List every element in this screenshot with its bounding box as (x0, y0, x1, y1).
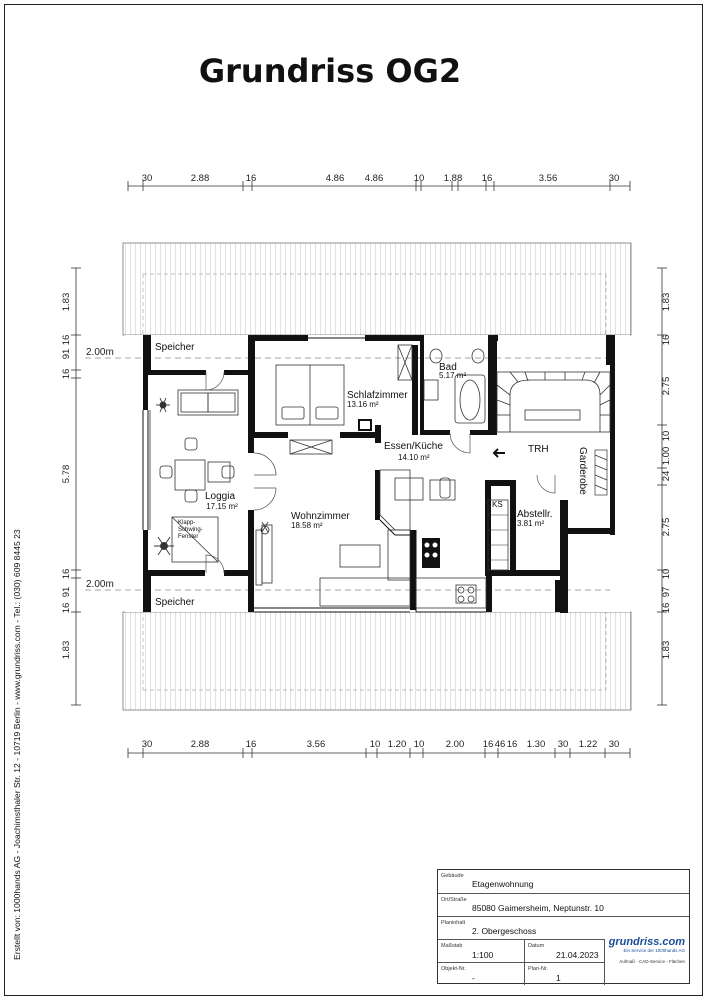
dim-top-0: 30 (141, 173, 153, 184)
page-title: Grundriss OG2 (198, 52, 462, 90)
room-name-trh: TRH (528, 444, 549, 455)
right-dimension-line (657, 268, 667, 705)
dim-bottom-7: 2.00 (445, 739, 465, 750)
room-name-abstellr: Abstellr. (517, 509, 553, 520)
dim-bottom-13: 1.22 (578, 739, 598, 750)
dim-right-1: 16 (661, 334, 672, 346)
value-ort: 85080 Gaimersheim, Neptunstr. 10 (472, 903, 604, 913)
room-name-bad: Bad (439, 362, 457, 373)
dim-right-2: 2.75 (661, 376, 672, 396)
value-datum: 21.04.2023 (556, 950, 599, 960)
dim-right-10: 1.83 (661, 640, 672, 660)
roof-bottom (123, 612, 631, 710)
room-name-schlafzimmer: Schlafzimmer (347, 390, 408, 401)
dim-left-5: 16 (61, 568, 72, 580)
dim-right-8: 97 (661, 586, 672, 598)
loggia-note-2: Fenster (178, 534, 199, 540)
dim-bottom-1: 2.88 (190, 739, 210, 750)
logo-brand: grundriss.com (608, 936, 685, 948)
value-plan: 1 (556, 973, 561, 983)
dim-top-7: 16 (481, 173, 493, 184)
room-name-speicher-top: Speicher (155, 342, 195, 353)
level-label-top: 2.00m (86, 347, 114, 358)
dim-top-8: 3.56 (538, 173, 558, 184)
dim-top-1: 2.88 (190, 173, 210, 184)
dim-bottom-11: 1.30 (526, 739, 546, 750)
dim-top-3: 4.86 (325, 173, 345, 184)
dim-bottom-12: 30 (557, 739, 569, 750)
label-objekt: Objekt-Nr. (441, 966, 466, 972)
dim-bottom-5: 1.20 (387, 739, 407, 750)
dim-right-9: 16 (661, 602, 672, 614)
dim-top-5: 10 (413, 173, 425, 184)
dim-bottom-4: 10 (369, 739, 381, 750)
label-gebaeude: Gebäude (441, 873, 464, 879)
left-dimension-line (71, 268, 81, 705)
dim-right-5: 24 (661, 470, 672, 482)
dim-left-7: 16 (61, 602, 72, 614)
dim-bottom-0: 30 (141, 739, 153, 750)
dim-left-1: 16 (61, 334, 72, 346)
dim-bottom-14: 30 (608, 739, 620, 750)
roof-top (123, 243, 631, 335)
room-name-wohnzimmer: Wohnzimmer (291, 511, 350, 522)
dim-right-0: 1.83 (661, 292, 672, 312)
room-area-schlafzimmer: 13.16 m² (347, 400, 379, 409)
room-name-loggia: Loggia (204, 491, 236, 502)
room-name-ks: KS (492, 500, 503, 509)
loggia-note-0: Klapp- (178, 520, 196, 526)
title-block (437, 869, 690, 984)
room-name-garderobe: Garderobe (577, 447, 588, 495)
level-label-bottom: 2.00m (86, 579, 114, 590)
dim-bottom-10: 16 (506, 739, 518, 750)
dim-bottom-3: 3.56 (306, 739, 326, 750)
dim-top-9: 30 (608, 173, 620, 184)
room-area-loggia: 17.15 m² (206, 502, 238, 511)
label-ort: Ort/Straße (441, 897, 467, 903)
loggia-note-1: Schwing- (178, 527, 203, 533)
dim-bottom-8: 16 (482, 739, 494, 750)
room-area-essen-kueche: 14.10 m² (398, 453, 430, 462)
dim-top-2: 16 (245, 173, 257, 184)
dim-left-0: 1.83 (61, 292, 72, 312)
room-name-essen-kueche: Essen/Küche (384, 441, 443, 452)
room-area-wohnzimmer: 18.58 m² (291, 521, 323, 530)
logo-foot: Aufmaß - CAD-Service - Flächen (619, 959, 685, 964)
dim-left-2: 91 (61, 348, 72, 360)
label-plan: Plan-Nr. (528, 966, 548, 972)
dim-right-7: 10 (661, 568, 672, 580)
dim-left-4: 5.78 (61, 464, 72, 484)
label-massstab: Maßstab (441, 943, 463, 949)
dim-left-6: 91 (61, 586, 72, 598)
value-gebaeude: Etagenwohnung (472, 879, 534, 889)
sidebar-credit: Erstellt von: 1000hands AG - Joachimsthaler Str. 12 - 10719 Berlin - www.grundriss.com - Tel.: (030) 609 8445 23 (12, 529, 22, 960)
dim-bottom-9: 46 (494, 739, 506, 750)
dim-right-3: 10 (661, 430, 672, 442)
dim-right-6: 2.75 (661, 517, 672, 537)
dim-bottom-2: 16 (245, 739, 257, 750)
dim-right-4: 1.00 (661, 446, 672, 466)
room-area-abstellr: 3.81 m² (517, 519, 545, 528)
label-planinhalt: Planinhalt (441, 920, 466, 926)
dim-top-6: 1.88 (443, 173, 463, 184)
grundriss-logo[interactable] (609, 936, 685, 964)
dim-top-4: 4.86 (364, 173, 384, 184)
label-datum: Datum (528, 943, 545, 949)
stove-icon (422, 538, 440, 568)
room-name-speicher-bottom: Speicher (155, 597, 195, 608)
value-planinhalt: 2. Obergeschoss (472, 926, 537, 936)
logo-sub: Ein Service der 1000hands AG (623, 948, 685, 953)
dim-left-3: 16 (61, 368, 72, 380)
value-massstab: 1:100 (472, 950, 494, 960)
room-area-bad: 5.17 m² (439, 371, 467, 380)
dim-bottom-6: 10 (413, 739, 425, 750)
dim-left-8: 1.83 (61, 640, 72, 660)
value-objekt: - (472, 973, 475, 983)
